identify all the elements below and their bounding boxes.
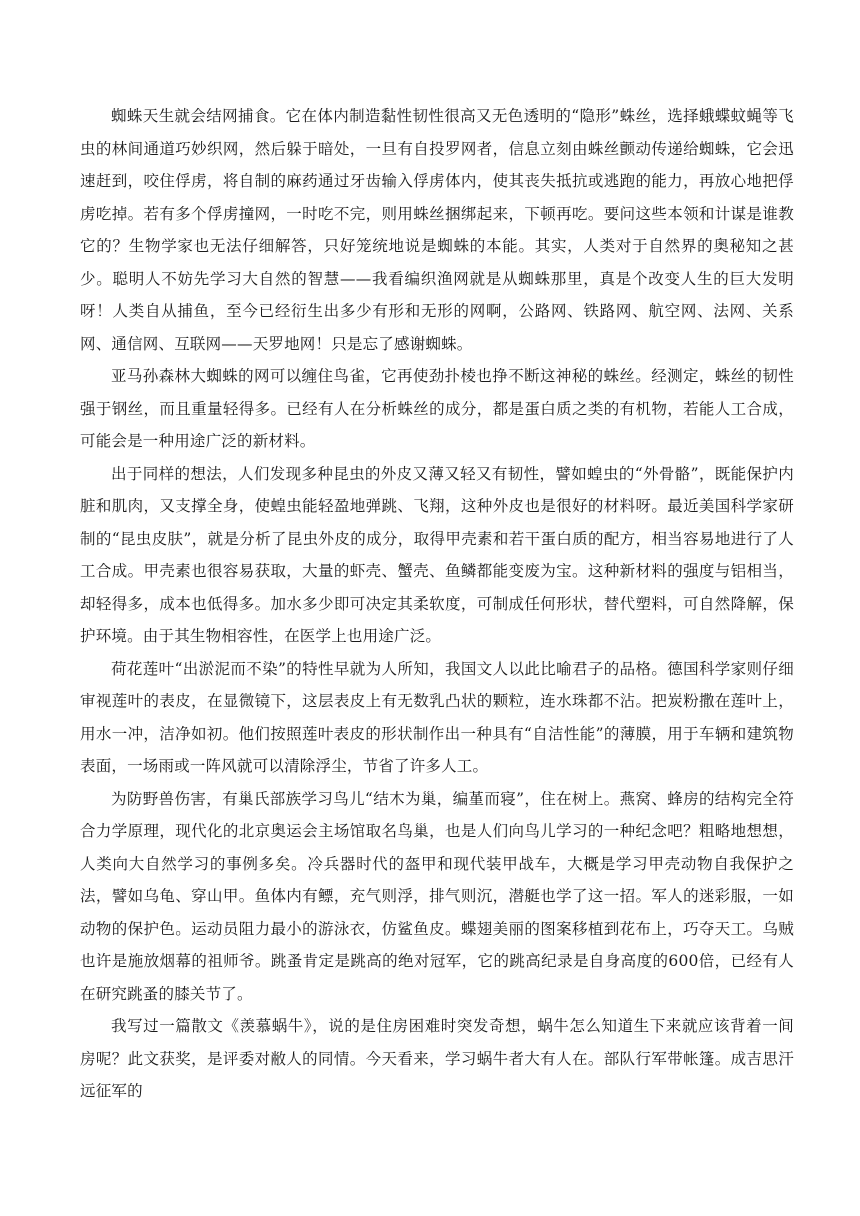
paragraph-insect-skin: 出于同样的想法，人们发现多种昆虫的外皮又薄又轻又有韧性，譬如蝗虫的“外骨骼”，既能保护内脏和肌肉，又支撑全身，使蝗虫能轻盈地弹跳、飞翔，这种外皮也是很好的材料呀。最近美国科学家研制的“昆虫皮肤”，就是分析了昆虫外皮的成分，取得甲壳素和若干蛋白质的配方，相当容易地进行了人工合成。甲壳素也很容易获取，大量的虾壳、蟹壳、鱼鳞都能变废为宝。这种新材料的强度与铝相当，却轻得多，成本也低得多。加水多少即可决定其柔软度，可制成任何形状，替代塑料，可自然降解，保护环境。由于其生物相容性，在医学上也用途广泛。 — [80, 464, 794, 645]
paragraph-snail: 我写过一篇散文《羡慕蜗牛》，说的是住房困难时突发奇想，蜗牛怎么知道生下来就应该背着一间房呢？此文获奖，是评委对敝人的同情。今天看来，学习蜗牛者大有人在。部队行军带帐篷。成吉思汗远征军的 — [80, 1017, 794, 1100]
paragraph-amazon-spider: 亚马孙森林大蜘蛛的网可以缠住鸟雀，它再使劲扑棱也挣不断这神秘的蛛丝。经测定，蛛丝的韧性强于钢丝，而且重量轻得多。已经有人在分析蛛丝的成分，都是蛋白质之类的有机物，若能人工合成，可能会是一种用途广泛的新材料。 — [80, 367, 794, 450]
article-body — [80, 100, 794, 1108]
paragraph-bird-nest: 为防野兽伤害，有巢氏部族学习鸟儿“结木为巢，编堇而寝”，住在树上。燕窝、蜂房的结构完全符合力学原理，现代化的北京奥运会主场馆取名鸟巢，也是人们向鸟儿学习的一种纪念吧？粗略地想想，人类向大自然学习的事例多矣。冷兵器时代的盔甲和现代装甲战车，大概是学习甲壳动物自我保护之法，譬如乌龟、穿山甲。鱼体内有鳔，充气则浮，排气则沉，潜艇也学了这一招。军人的迷彩服，一如动物的保护色。运动员阻力最小的游泳衣，仿鲨鱼皮。蝶翅美丽的图案移植到花布上，巧夺天工。乌贼也许是施放烟幕的祖师爷。跳蚤肯定是跳高的绝对冠军，它的跳高纪录是自身高度的600倍，已经有人在研究跳蚤的膝关节了。 — [80, 789, 794, 1003]
paragraph-spider-web: 蜘蛛天生就会结网捕食。它在体内制造黏性韧性很高又无色透明的“隐形”蛛丝，选择蛾蝶蚊蝇等飞虫的林间通道巧妙织网，然后躲于暗处，一旦有自投罗网者，信息立刻由蛛丝颤动传递给蜘蛛，它会迅速赶到，咬住俘虏，将自制的麻药通过牙齿输入俘虏体内，使其丧失抵抗或逃跑的能力，再放心地把俘虏吃掉。若有多个俘虏撞网，一时吃不完，则用蛛丝捆绑起来，下顿再吃。要问这些本领和计谋是谁教它的？生物学家也无法仔细解答，只好笼统地说是蜘蛛的本能。其实，人类对于自然界的奥秘知之甚少。聪明人不妨先学习大自然的智慧——我看编织渔网就是从蜘蛛那里，真是个改变人生的巨大发明呀！人类自从捕鱼，至今已经衍生出多少有形和无形的网啊，公路网、铁路网、航空网、法网、关系网、通信网、互联网——天罗地网！只是忘了感谢蜘蛛。 — [80, 107, 794, 353]
paragraph-lotus-leaf: 荷花莲叶“出淤泥而不染”的特性早就为人所知，我国文人以此比喻君子的品格。德国科学家则仔细审视莲叶的表皮，在显微镜下，这层表皮上有无数乳凸状的颗粒，连水珠都不沾。把炭粉撒在莲叶上，用水一冲，洁净如初。他们按照莲叶表皮的形状制作出一种具有“自洁性能”的薄膜，用于车辆和建筑物表面，一场雨或一阵风就可以清除浮尘，节省了许多人工。 — [80, 659, 794, 775]
